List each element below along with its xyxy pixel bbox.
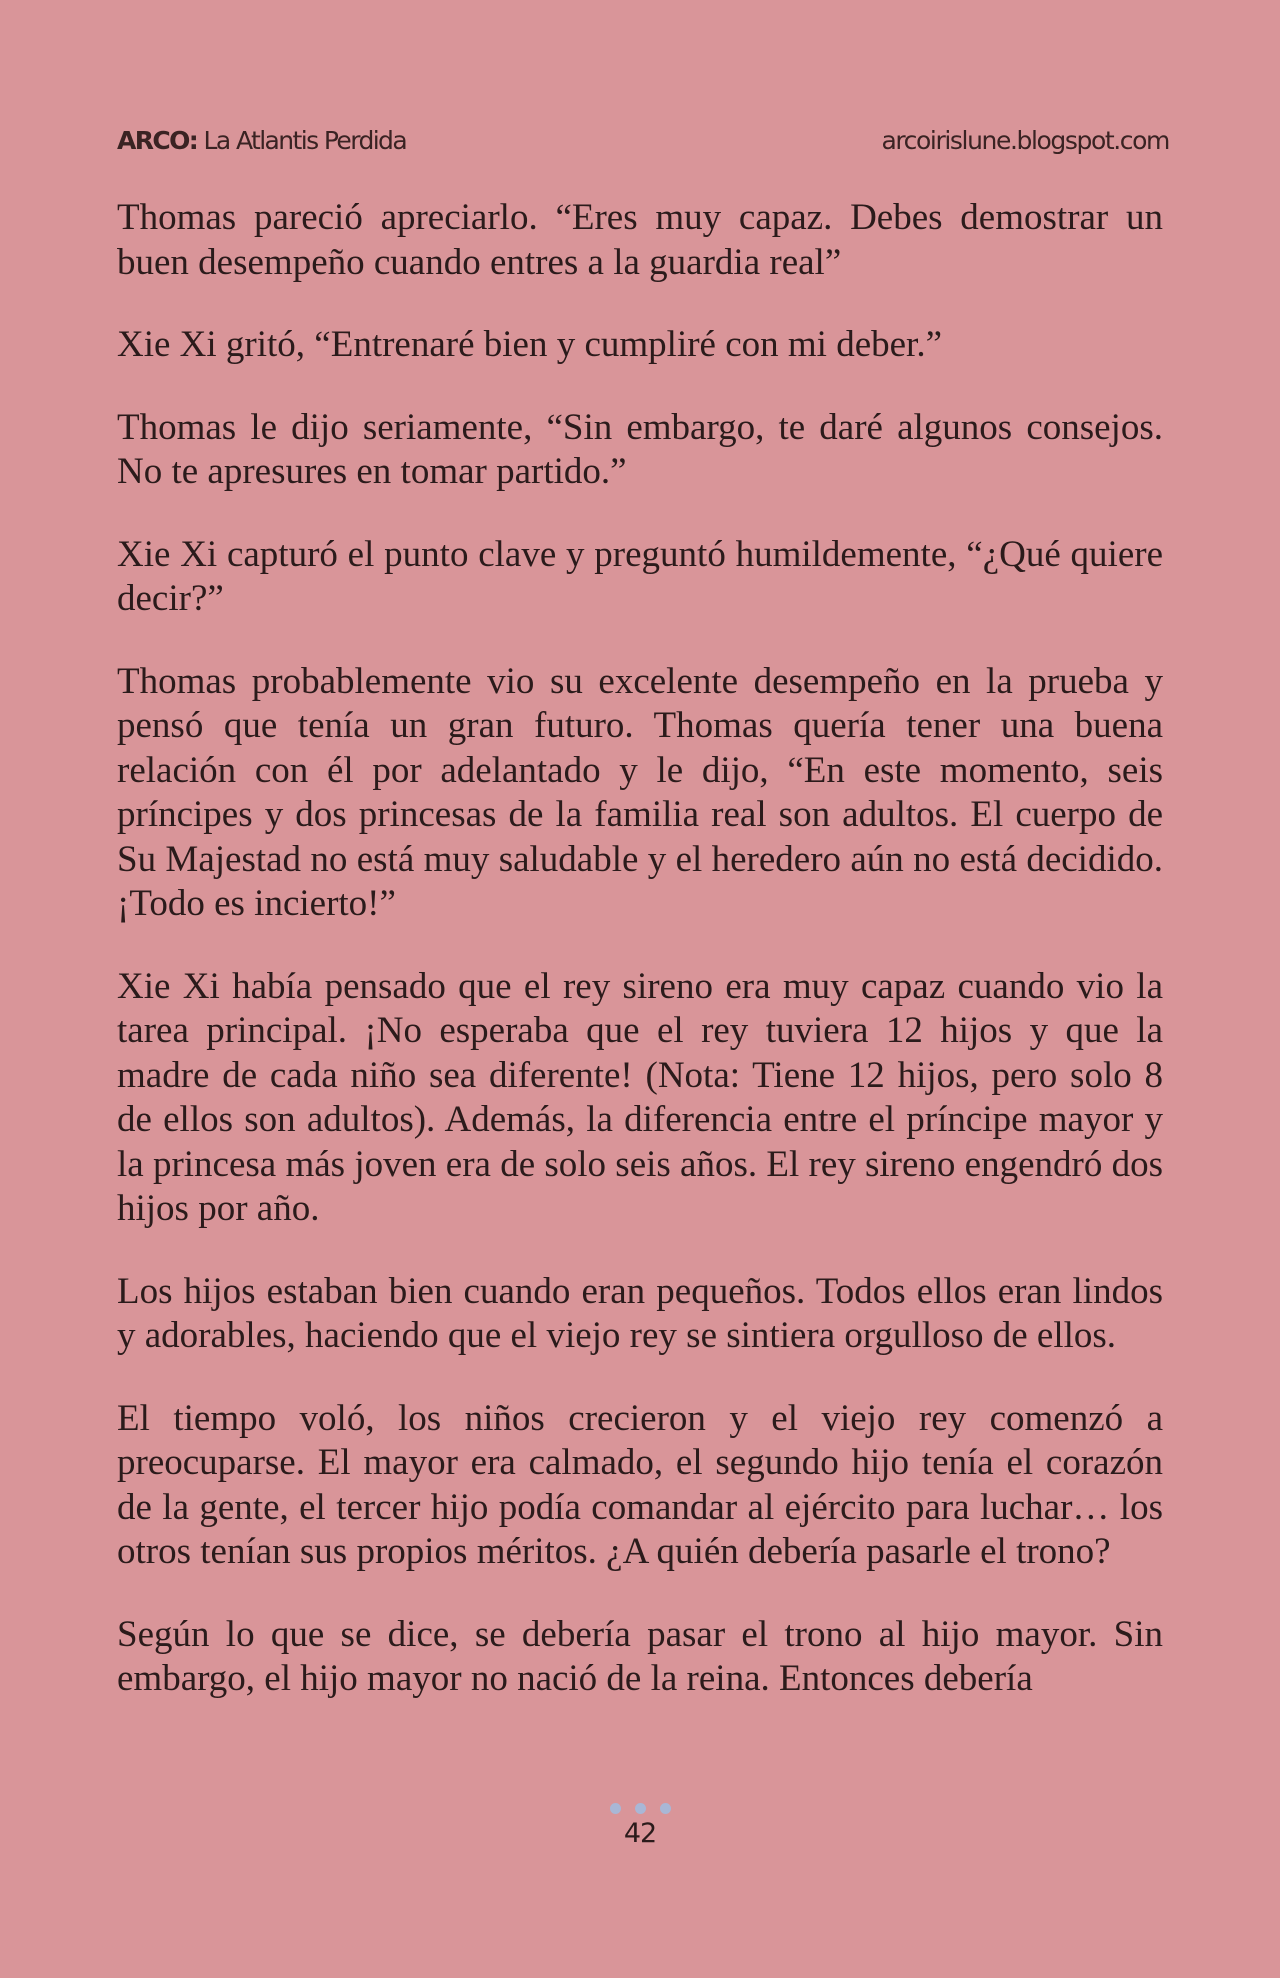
footer-ornament [0, 1803, 1280, 1814]
paragraph: Xie Xi había pensado que el rey sireno era muy capaz cuando vio la tarea principal. ¡No esperaba que el rey tuviera 12 hijos y que la madre de cada niño sea diferente! (Nota: Tiene 12 hijos, pero solo 8 de ellos son adultos). Además, la diferencia entre el príncipe mayor y la princesa más joven era de solo seis años. El rey sireno engendró dos hijos por año. [117, 965, 1163, 1229]
paragraph: Thomas probablemente vio su excelente desempeño en la prueba y pensó que tenía un gran futuro. Thomas quería tener una buena relación con él por adelantado y le dijo, “En este momento, seis príncipes y dos princesas de la familia real son adultos. El cuerpo de Su Majestad no está muy saludable y el heredero aún no está decidido. ¡Todo es incierto!” [117, 660, 1163, 924]
page-number: 42 [623, 1818, 657, 1849]
dot-icon [660, 1803, 671, 1814]
dot-icon [610, 1803, 621, 1814]
book-title [117, 126, 406, 155]
paragraph: Los hijos estaban bien cuando eran pequeños. Todos ellos eran lindos y adorables, haciendo que el viejo rey se sintiera orgulloso de ellos. [117, 1270, 1163, 1356]
site-url: arcoirislune.blogspot.com [881, 125, 1169, 155]
paragraph: Xie Xi gritó, “Entrenaré bien y cumpliré con mi deber.” [117, 324, 943, 365]
paragraph: Thomas pareció apreciarlo. “Eres muy capaz. Debes demostrar un buen desempeño cuando entres a la guardia real” [117, 197, 1163, 283]
running-header [117, 120, 1169, 160]
paragraph: Thomas le dijo seriamente, “Sin embargo, te daré algunos consejos. No te apresures en tomar partido.” [117, 406, 1163, 492]
paragraph: Xie Xi capturó el punto clave y preguntó humildemente, “¿Qué quiere decir?” [117, 533, 1163, 619]
dot-icon [635, 1803, 646, 1814]
body-text [117, 196, 1163, 1740]
paragraph: Según lo que se dice, se debería pasar el trono al hijo mayor. Sin embargo, el hijo mayor no nació de la reina. Entonces debería [117, 1613, 1163, 1699]
title-label: La Atlantis Perdida [197, 125, 407, 155]
paragraph: El tiempo voló, los niños crecieron y el viejo rey comenzó a preocuparse. El mayor era calmado, el segundo hijo tenía el corazón de la gente, el tercer hijo podía comandar al ejército para luchar… los otros tenían sus propios méritos. ¿A quién debería pasarle el trono? [117, 1397, 1163, 1572]
series-label: ARCO: [117, 125, 198, 155]
